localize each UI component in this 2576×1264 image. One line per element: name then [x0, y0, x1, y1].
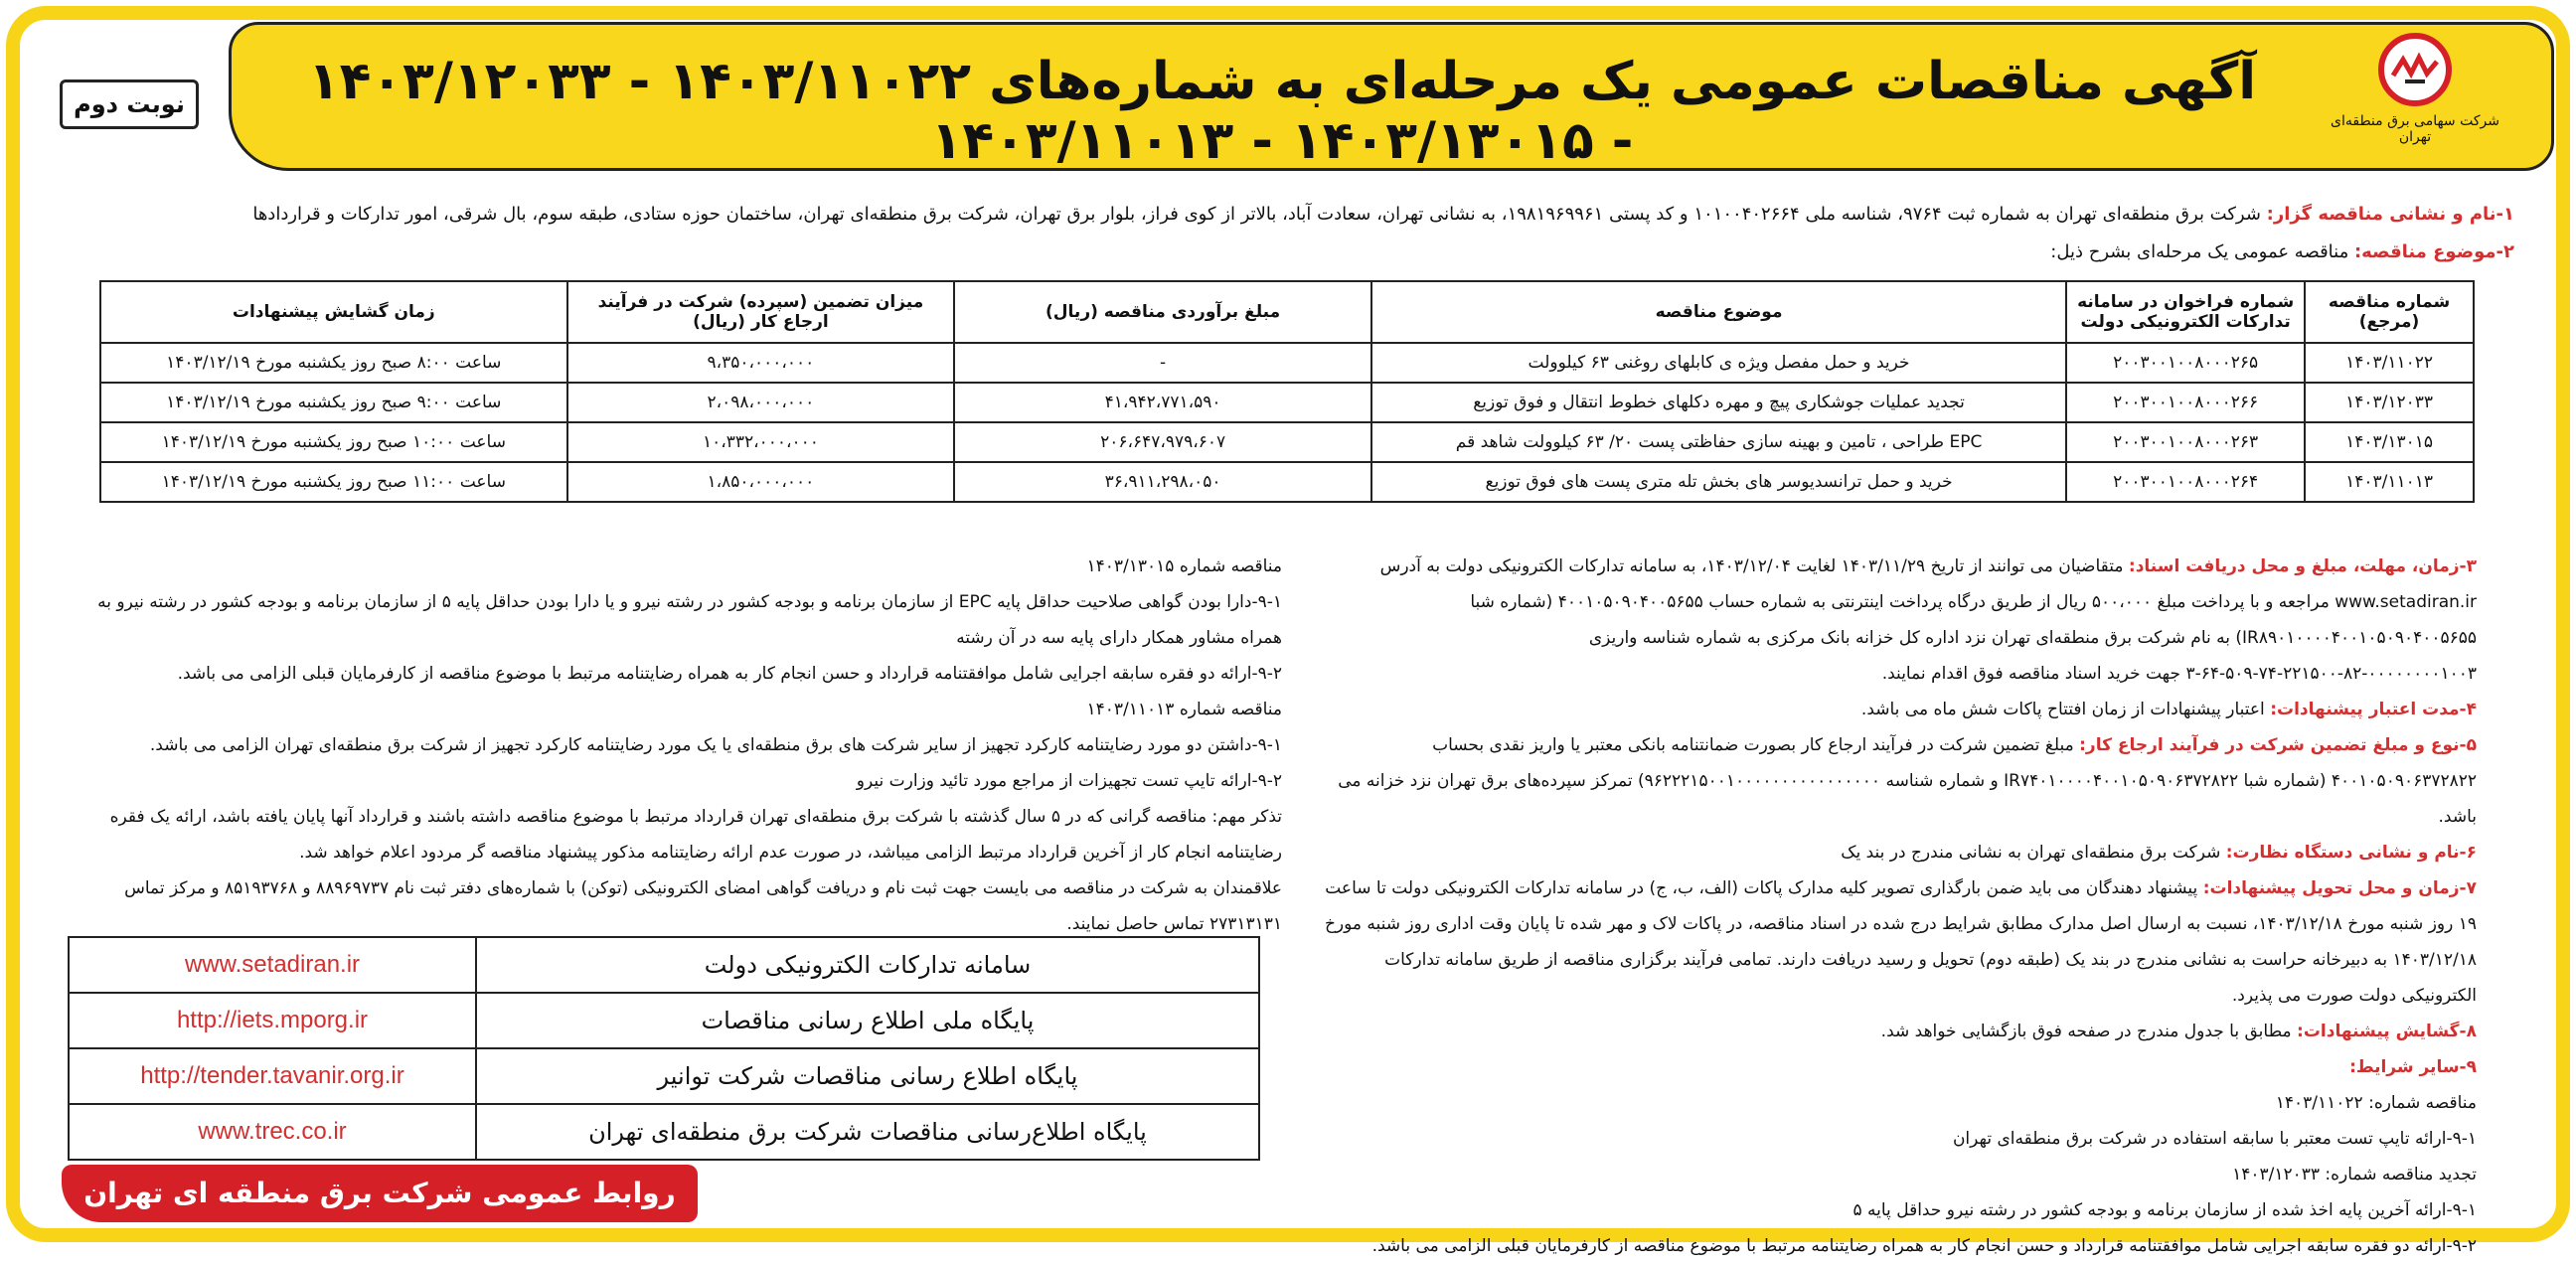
site-row — [69, 937, 1259, 993]
site-url-link[interactable]: http://tender.tavanir.org.ir — [69, 1048, 476, 1104]
publication-turn-badge: نوبت دوم — [60, 79, 199, 129]
section-9-item: مناقصه شماره: ۱۴۰۳/۱۱۰۲۲ — [2275, 1093, 2477, 1113]
section-text: مبلغ تضمین شرکت در فرآیند ارجاع کار بصورت ضمانتنامه بانکی معتبر یا واریز نقدی بحساب ۴۰۰۱۰۵۰۹۰۶۳۷۲۸۲۲ (شماره شبا IR۷۴۰۱۰۰۰۰۴۰۰۱۰۵۰۹۰۶۳۷۲۸۲۲ و شماره شناسه ۹۶۲۲۲۱۵۰۰۱۰۰۰۰۰۰۰۰۰۰۰۰۰۰۰۰) تمرکز سپرده‌های برق تهران نزد خزانه می باشد. — [1338, 735, 2477, 827]
tenders-table — [99, 280, 2475, 503]
cell-call-number: ۲۰۰۳۰۰۱۰۰۸۰۰۰۲۶۵ — [2066, 343, 2305, 383]
conditions-right-column — [1312, 549, 2477, 1264]
th-guarantee: میزان تضمین (سپرده) شرکت در فرآیند ارجاع کار (ریال) — [567, 281, 955, 343]
public-relations-footer: روابط عمومی شرکت برق منطقه ای تهران — [62, 1165, 698, 1222]
section-9-item: ۹-۲-ارائه دو فقره سابقه اجرایی شامل موافقتنامه قرارداد و حسن انجام کار به همراه رضایتنامه مرتبط با موضوع مناقصه از کارفرمایان قبلی الزامی می باشد. — [1371, 1236, 2477, 1256]
section-label: ۶-نام و نشانی دستگاه نظارت: — [2225, 843, 2477, 863]
section-text: شرکت برق منطقه‌ای تهران به نشانی مندرج در بند یک — [1841, 843, 2221, 863]
cell-estimate: ۲۰۶،۶۴۷،۹۷۹،۶۰۷ — [954, 422, 1371, 462]
left-item: ۹-۲-ارائه دو فقره سابقه اجرایی شامل موافقتنامه قرارداد و حسن انجام کار به همراه رضایتنامه مرتبط با موضوع مناقصه از کارفرمایان قبلی الزامی می باشد. — [177, 664, 1282, 684]
th-call-number: شماره فراخوان در سامانه تدارکات الکترونیکی دولت — [2066, 281, 2305, 343]
section-6 — [1312, 835, 2477, 870]
cell-subject: تجدید عملیات جوشکاری پیچ و مهره دکلهای خطوط انتقال و فوق توزیع — [1371, 383, 2066, 422]
section-9-item: ۹-۱-ارائه تایپ تست معتبر با سابقه استفاده در شرکت برق منطقه‌ای تهران — [1952, 1129, 2477, 1149]
th-opening-time: زمان گشایش پیشنهادات — [100, 281, 567, 343]
intro-label-1: ۱-نام و نشانی مناقصه گزار: — [2266, 204, 2514, 225]
section-text: پیشنهاد دهندگان می باید ضمن بارگذاری تصویر کلیه مدارک پاکات (الف، ب، ج) در سامانه تدارکات الکترونیکی دولت تا ساعت ۱۹ روز شنبه مورخ ۱۴۰۳/۱۲/۱۸، نسبت به ارسال اصل مدارک مطابق شرایط درج شده در اسناد مناقصه، در پاکات لاک و مهر شده تا پایان وقت اداری روز شنبه مورخ ۱۴۰۳/۱۲/۱۸ به دبیرخانه حراست به نشانی مندرج در بند یک (طبقه دوم) تحویل و رسید دریافت دارند. تمامی فرآیند برگزاری مناقصه از طریق سامانه تدارکات الکترونیکی دولت صورت می پذیرد. — [1324, 878, 2477, 1006]
section-9-item: تجدید مناقصه شماره: ۱۴۰۳/۱۲۰۳۳ — [2232, 1165, 2477, 1185]
site-name: پایگاه اطلاع رسانی مناقصات شرکت توانیر — [476, 1048, 1259, 1104]
cell-guarantee: ۲،۰۹۸،۰۰۰،۰۰۰ — [567, 383, 955, 422]
section-3 — [1312, 549, 2477, 692]
site-name: پایگاه ملی اطلاع رسانی مناقصات — [476, 993, 1259, 1048]
site-row — [69, 993, 1259, 1048]
section-9 — [1312, 1049, 2477, 1085]
section-text: اعتبار پیشنهادات از زمان افتتاح پاکات شش ماه می باشد. — [1860, 700, 2265, 719]
cell-opening-time: ساعت ۹:۰۰ صبح روز یکشنبه مورخ ۱۴۰۳/۱۲/۱۹ — [100, 383, 567, 422]
cell-guarantee: ۹،۳۵۰،۰۰۰،۰۰۰ — [567, 343, 955, 383]
cell-tender-number: ۱۴۰۳/۱۲۰۳۳ — [2305, 383, 2474, 422]
section-4 — [1312, 692, 2477, 727]
cell-opening-time: ساعت ۱۱:۰۰ صبح روز یکشنبه مورخ ۱۴۰۳/۱۲/۱۹ — [100, 462, 567, 502]
th-tender-number: شماره مناقصه (مرجع) — [2305, 281, 2474, 343]
site-row — [69, 1104, 1259, 1160]
section-label: ۴-مدت اعتبار پیشنهادات: — [2270, 700, 2477, 719]
info-sites-table — [68, 936, 1260, 1161]
site-url-link[interactable]: http://iets.mporg.ir — [69, 993, 476, 1048]
left-item: ۹-۱-داشتن دو مورد رضایتنامه کارکرد تجهیز از سایر شرکت های برق منطقه‌ای یا یک مورد رضایتنامه کارکرد تجهیز از شرکت برق منطقه‌ای تهران الزامی می باشد. — [149, 735, 1282, 755]
section-text: متقاضیان می توانند از تاریخ ۱۴۰۳/۱۱/۲۹ لغایت ۱۴۰۳/۱۲/۰۴، به سامانه تدارکات الکترونیکی دولت به آدرس www.setadiran.ir مراجعه و با پرداخت مبلغ ۵۰۰،۰۰۰ ریال از طریق درگاه پرداخت اینترنتی به شماره حساب ۴۰۰۱۰۵۰۹۰۴۰۰۵۶۵۵ (شماره شبا IR۸۹۰۱۰۰۰۰۴۰۰۱۰۵۰۹۰۴۰۰۵۶۵۵) به نام شرکت برق منطقه‌ای تهران نزد اداره کل خزانه بانک مرکزی به شماره شناسه واریزی ۰۰۰۰۰۰۰۰۱۰۰۳-۸۲-۲۲۱۵۰۰-۷۴-۵۰۹-۶۴-۳ جهت خرید اسناد مناقصه فوق اقدام نمایند. — [1379, 556, 2477, 684]
site-url-link[interactable]: www.setadiran.ir — [69, 937, 476, 993]
intro-label-2: ۲-موضوع مناقصه: — [2353, 241, 2514, 262]
cell-guarantee: ۱۰،۳۳۲،۰۰۰،۰۰۰ — [567, 422, 955, 462]
cell-subject: خرید و حمل ترانسدیوسر های بخش تله متری پست های فوق توزیع — [1371, 462, 2066, 502]
cell-call-number: ۲۰۰۳۰۰۱۰۰۸۰۰۰۲۶۳ — [2066, 422, 2305, 462]
th-subject: موضوع مناقصه — [1371, 281, 2066, 343]
left-item: تذکر مهم: مناقصه گرانی که در ۵ سال گذشته با شرکت برق منطقه‌ای تهران قرارداد مرتبط با موضوع مناقصه داشته باشند و قرارداد آنها پایان یافته باشد، ارائه یک فقره رضایتنامه انجام کار از آخرین قرارداد مرتبط الزامی میباشد، در صورت عدم ارائه رضایتنامه مذکور پیشنهاد مناقصه گر مردود اعلام خواهد شد. — [109, 807, 1282, 863]
cell-opening-time: ساعت ۸:۰۰ صبح روز یکشنبه مورخ ۱۴۰۳/۱۲/۱۹ — [100, 343, 567, 383]
left-item: ۹-۱-دارا بودن گواهی صلاحیت حداقل پایه EPC از سازمان برنامه و بودجه کشور در رشته نیرو و یا دارا بودن حداقل پایه ۵ از سازمان برنامه و بودجه کشور در رشته نیرو به همراه مشاور همکار دارای پایه سه در آن رشته — [97, 592, 1282, 648]
cell-call-number: ۲۰۰۳۰۰۱۰۰۸۰۰۰۲۶۴ — [2066, 462, 2305, 502]
left-item: مناقصه شماره ۱۴۰۳/۱۳۰۱۵ — [1086, 556, 1282, 576]
left-item: علاقمندان به شرکت در مناقصه می بایست جهت ثبت نام و دریافت گواهی امضای الکترونیکی (توکن) با شماره‌های دفتر ثبت نام ۸۸۹۶۹۷۳۷ و ۸۵۱۹۳۷۶۸ و مرکز تماس ۲۷۳۱۳۱۳۱ تماس حاصل نمایند. — [124, 878, 1282, 934]
cell-estimate: - — [954, 343, 1371, 383]
section-9-item: ۹-۱-ارائه آخرین پایه اخذ شده از سازمان برنامه و بودجه کشور در رشته نیرو حداقل پایه ۵ — [1852, 1200, 2477, 1220]
section-label: ۹-سایر شرایط: — [2349, 1057, 2477, 1077]
site-url-link[interactable]: www.trec.co.ir — [69, 1104, 476, 1160]
site-row — [69, 1048, 1259, 1104]
tehran-regional-electric-logo-icon — [2375, 30, 2455, 109]
cell-guarantee: ۱،۸۵۰،۰۰۰،۰۰۰ — [567, 462, 955, 502]
cell-tender-number: ۱۴۰۳/۱۳۰۱۵ — [2305, 422, 2474, 462]
conditions-left-column — [60, 549, 1282, 942]
cell-tender-number: ۱۴۰۳/۱۱۰۲۲ — [2305, 343, 2474, 383]
table-row — [100, 422, 2474, 462]
section-label: ۳-زمان، مهلت، مبلغ و محل دریافت اسناد: — [2128, 556, 2477, 576]
cell-opening-time: ساعت ۱۰:۰۰ صبح روز یکشنبه مورخ ۱۴۰۳/۱۲/۱۹ — [100, 422, 567, 462]
section-7 — [1312, 870, 2477, 1014]
section-8 — [1312, 1014, 2477, 1049]
cell-estimate: ۴۱،۹۴۲،۷۷۱،۵۹۰ — [954, 383, 1371, 422]
site-name: پایگاه اطلاع‌رسانی مناقصات شرکت برق منطقه‌ای تهران — [476, 1104, 1259, 1160]
site-name: سامانه تدارکات الکترونیکی دولت — [476, 937, 1259, 993]
left-item: مناقصه شماره ۱۴۰۳/۱۱۰۱۳ — [1086, 700, 1282, 719]
th-estimate: مبلغ برآوردی مناقصه (ریال) — [954, 281, 1371, 343]
section-label: ۷-زمان و محل تحویل پیشنهادات: — [2202, 878, 2477, 898]
intro-line-1 — [252, 204, 2514, 225]
cell-call-number: ۲۰۰۳۰۰۱۰۰۸۰۰۰۲۶۶ — [2066, 383, 2305, 422]
logo-caption: شرکت سهامی برق منطقه‌ای تهران — [2331, 113, 2499, 145]
section-label: ۵-نوع و مبلغ تضمین شرکت در فرآیند ارجاع کار: — [2079, 735, 2477, 755]
page-title: آگهی مناقصات عمومی یک مرحله‌ای به شماره‌های ۱۴۰۳/۱۱۰۲۲ - ۱۴۰۳/۱۲۰۳۳ - ۱۴۰۳/۱۳۰۱۵ - ۱۴۰۳/۱۱۰۱۳ — [307, 52, 2257, 171]
cell-estimate: ۳۶،۹۱۱،۲۹۸،۰۵۰ — [954, 462, 1371, 502]
intro-text-2: مناقصه عمومی یک مرحله‌ای بشرح ذیل: — [2050, 241, 2349, 262]
left-item: ۹-۲-ارائه تایپ تست تجهیزات از مراجع مورد تائید وزارت نیرو — [856, 771, 1282, 791]
section-text: مطابق با جدول مندرج در صفحه فوق بازگشایی خواهد شد. — [1880, 1022, 2292, 1041]
cell-tender-number: ۱۴۰۳/۱۱۰۱۳ — [2305, 462, 2474, 502]
cell-subject: خرید و حمل مفصل ویژه ی کابلهای روغنی ۶۳ کیلوولت — [1371, 343, 2066, 383]
cell-subject: EPC طراحی ، تامین و بهینه سازی حفاظتی پست ۲۰/ ۶۳ کیلوولت شاهد قم — [1371, 422, 2066, 462]
table-row — [100, 383, 2474, 422]
intro-text-1: شرکت برق منطقه‌ای تهران به شماره ثبت ۹۷۶۴، شناسه ملی ۱۰۱۰۰۴۰۲۶۶۴ و کد پستی ۱۹۸۱۹۶۹۹۶۱، به نشانی تهران، سعادت آباد، بالاتر از کوی فراز، بلوار برق تهران، شرکت برق منطقه‌ای تهران، ساختمان حوزه ستادی، طبقه سوم، بال شرقی، امور تدارکات و قراردادها — [252, 204, 2261, 225]
table-header-row — [100, 281, 2474, 343]
section-5 — [1312, 727, 2477, 835]
table-row — [100, 462, 2474, 502]
section-label: ۸-گشایش پیشنهادات: — [2297, 1022, 2477, 1041]
intro-line-2 — [2050, 241, 2514, 262]
company-logo — [2316, 30, 2514, 169]
table-row — [100, 343, 2474, 383]
